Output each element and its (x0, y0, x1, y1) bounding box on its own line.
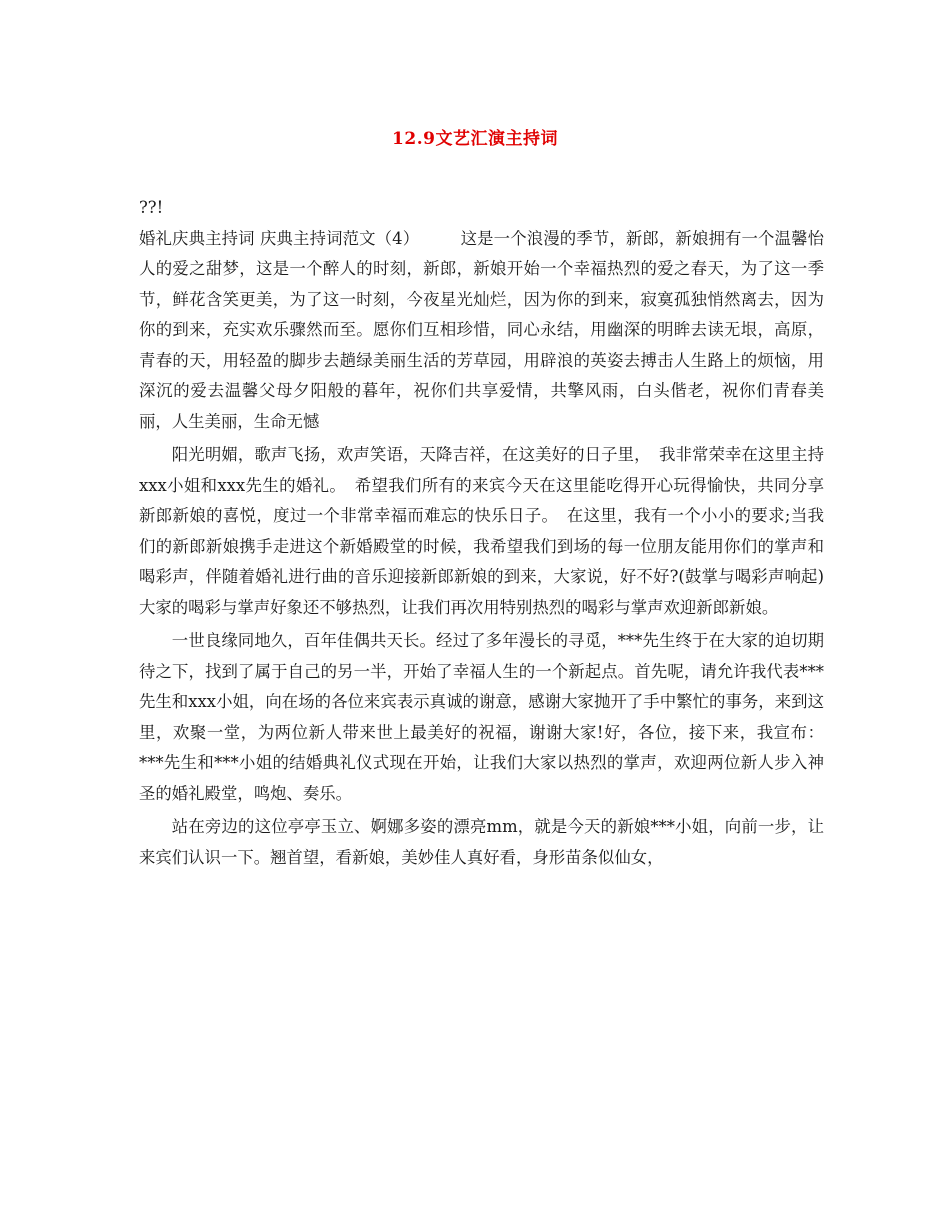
paragraph-intro: 婚礼庆典主持词 庆典主持词范文（4） 这是一个浪漫的季节，新郎，新娘拥有一个温馨怡人的爱之甜梦，这是一个醉人的时刻，新郎，新娘开始一个幸福热烈的爱之春天，为了这一季节，鲜花含笑更美，为了这一时刻，今夜星光灿烂，因为你的到来，寂寞孤独悄然离去，因为你的到来，充实欢乐骤然而至。愿你们互相珍惜，同心永结，用幽深的明眸去读无垠，高原，青春的天，用轻盈的脚步去趟绿美丽生活的芳草园，用辟浪的英姿去搏击人生路上的烦恼，用深沉的爱去温馨父母夕阳般的暮年，祝你们共享爱情，共擎风雨，白头偕老，祝你们青春美丽，人生美丽，生命无憾 (139, 228, 824, 431)
paragraph-announcement: 一世良缘同地久，百年佳偶共天长。经过了多年漫长的寻觅，***先生终于在大家的迫切期待之下，找到了属于自己的另一半，开始了幸福人生的一个新起点。首先呢，请允许我代表***先生和xxx小姐，向在场的各位来宾表示真诚的谢意，感谢大家抛开了手中繁忙的事务，来到这里，欢聚一堂，为两位新人带来世上最美好的祝福，谢谢大家!好，各位，接下来，我宣布：***先生和***小姐的结婚典礼仪式现在开始，让我们大家以热烈的掌声，欢迎两位新人步入神圣的婚礼殿堂，鸣炮、奏乐。 (139, 631, 824, 803)
document-body (139, 193, 824, 873)
paragraph-opening: 阳光明媚，歌声飞扬，欢声笑语，天降吉祥，在这美好的日子里， 我非常荣幸在这里主持xxx小姐和xxx先生的婚礼。 希望我们所有的来宾今天在这里能吃得开心玩得愉快，共同分享新郎新娘的喜悦，度过一个非常幸福而难忘的快乐日子。 在这里，我有一个小小的要求;当我们的新郎新娘携手走进这个新婚殿堂的时候，我希望我们到场的每一位朋友能用你们的掌声和喝彩声，伴随着婚礼进行曲的音乐迎接新郎新娘的到来，大家说，好不好?(鼓掌与喝彩声响起)大家的喝彩与掌声好象还不够热烈，让我们再次用特别热烈的喝彩与掌声欢迎新郎新娘。 (139, 445, 824, 617)
paragraph-bride: 站在旁边的这位亭亭玉立、婀娜多姿的漂亮mm，就是今天的新娘***小姐，向前一步，让来宾们认识一下。翘首望，看新娘，美妙佳人真好看，身形苗条似仙女， (139, 817, 824, 867)
document-title: 12.9文艺汇演主持词 (392, 129, 558, 149)
paragraph-marker: ??! (139, 198, 164, 217)
